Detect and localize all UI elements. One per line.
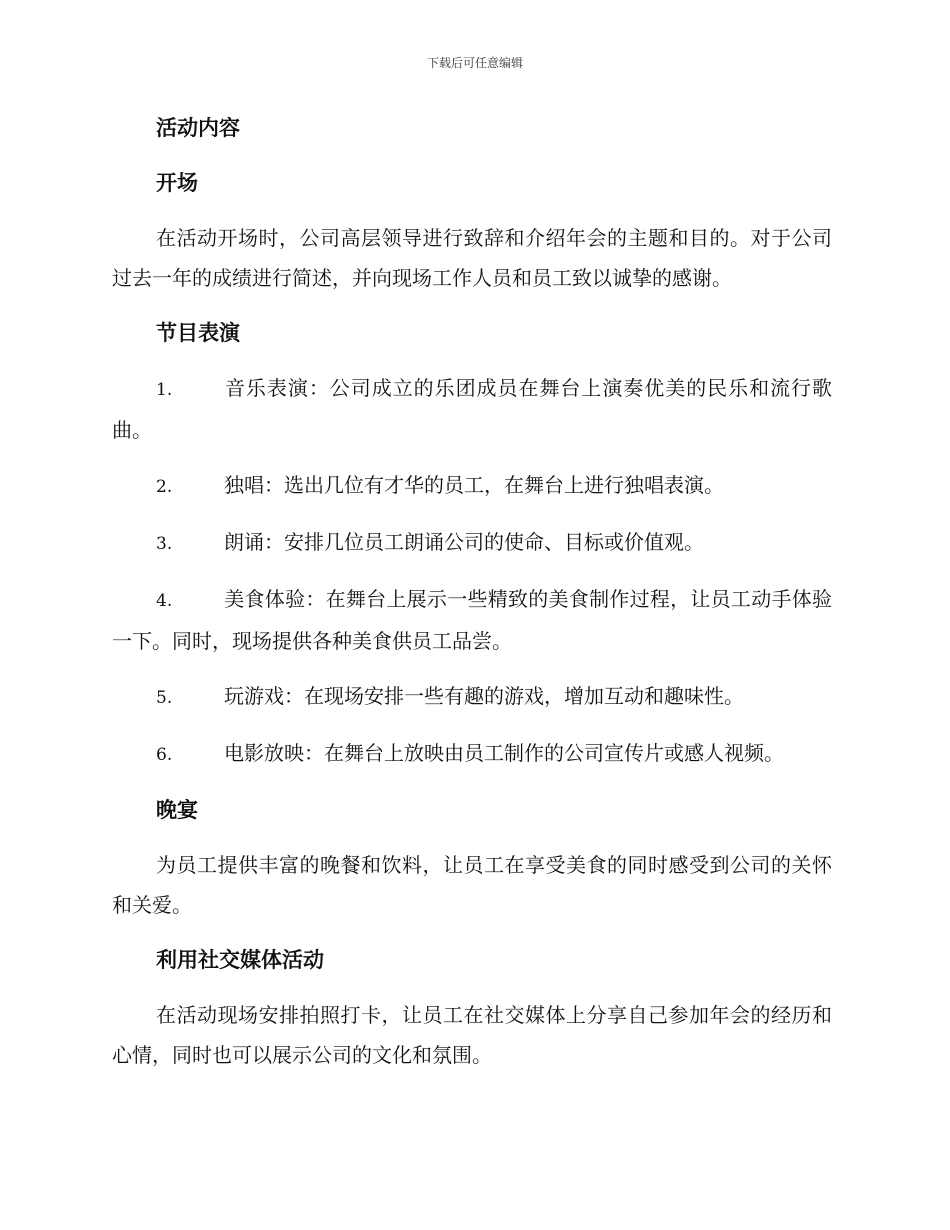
paragraph-banquet: 为员工提供丰富的晚餐和饮料，让员工在享受美食的同时感受到公司的关怀和关爱。 — [112, 853, 832, 917]
list-text: 音乐表演：公司成立的乐团成员在舞台上演奏优美的民乐和流行歌曲。 — [112, 376, 832, 442]
list-number: 6. — [156, 745, 173, 765]
document-body — [112, 108, 832, 1090]
list-text: 美食体验：在舞台上展示一些精致的美食制作过程，让员工动手体验一下。同时，现场提供各种美食供员工品尝。 — [112, 587, 832, 653]
list-text: 电影放映：在舞台上放映由员工制作的公司宣传片或感人视频。 — [224, 741, 784, 765]
list-number: 3. — [156, 534, 173, 554]
list-item — [112, 579, 832, 661]
list-item — [112, 733, 832, 775]
list-text: 玩游戏：在现场安排一些有趣的游戏，增加互动和趣味性。 — [224, 684, 744, 708]
heading-activity-content: 活动内容 — [156, 116, 240, 140]
heading-opening: 开场 — [156, 171, 198, 195]
list-item — [112, 676, 832, 718]
heading-performances: 节目表演 — [156, 321, 240, 345]
list-item — [112, 465, 832, 507]
list-number: 1. — [156, 380, 173, 400]
paragraph-opening: 在活动开场时，公司高层领导进行致辞和介绍年会的主题和目的。对于公司过去一年的成绩进行简述，并向现场工作人员和员工致以诚挚的感谢。 — [112, 226, 832, 290]
list-text: 朗诵：安排几位员工朗诵公司的使命、目标或价值观。 — [224, 530, 704, 554]
list-item — [112, 368, 832, 450]
list-item — [112, 522, 832, 564]
page-header-note: 下载后可任意编辑 — [426, 56, 523, 70]
heading-social-media: 利用社交媒体活动 — [156, 948, 324, 972]
paragraph-social-media: 在活动现场安排拍照打卡，让员工在社交媒体上分享自己参加年会的经历和心情，同时也可以展示公司的文化和氛围。 — [112, 1003, 832, 1067]
heading-banquet: 晚宴 — [156, 798, 198, 822]
list-number: 2. — [156, 477, 173, 497]
list-number: 4. — [156, 591, 173, 611]
list-text: 独唱：选出几位有才华的员工，在舞台上进行独唱表演。 — [224, 473, 724, 497]
list-number: 5. — [156, 688, 173, 708]
